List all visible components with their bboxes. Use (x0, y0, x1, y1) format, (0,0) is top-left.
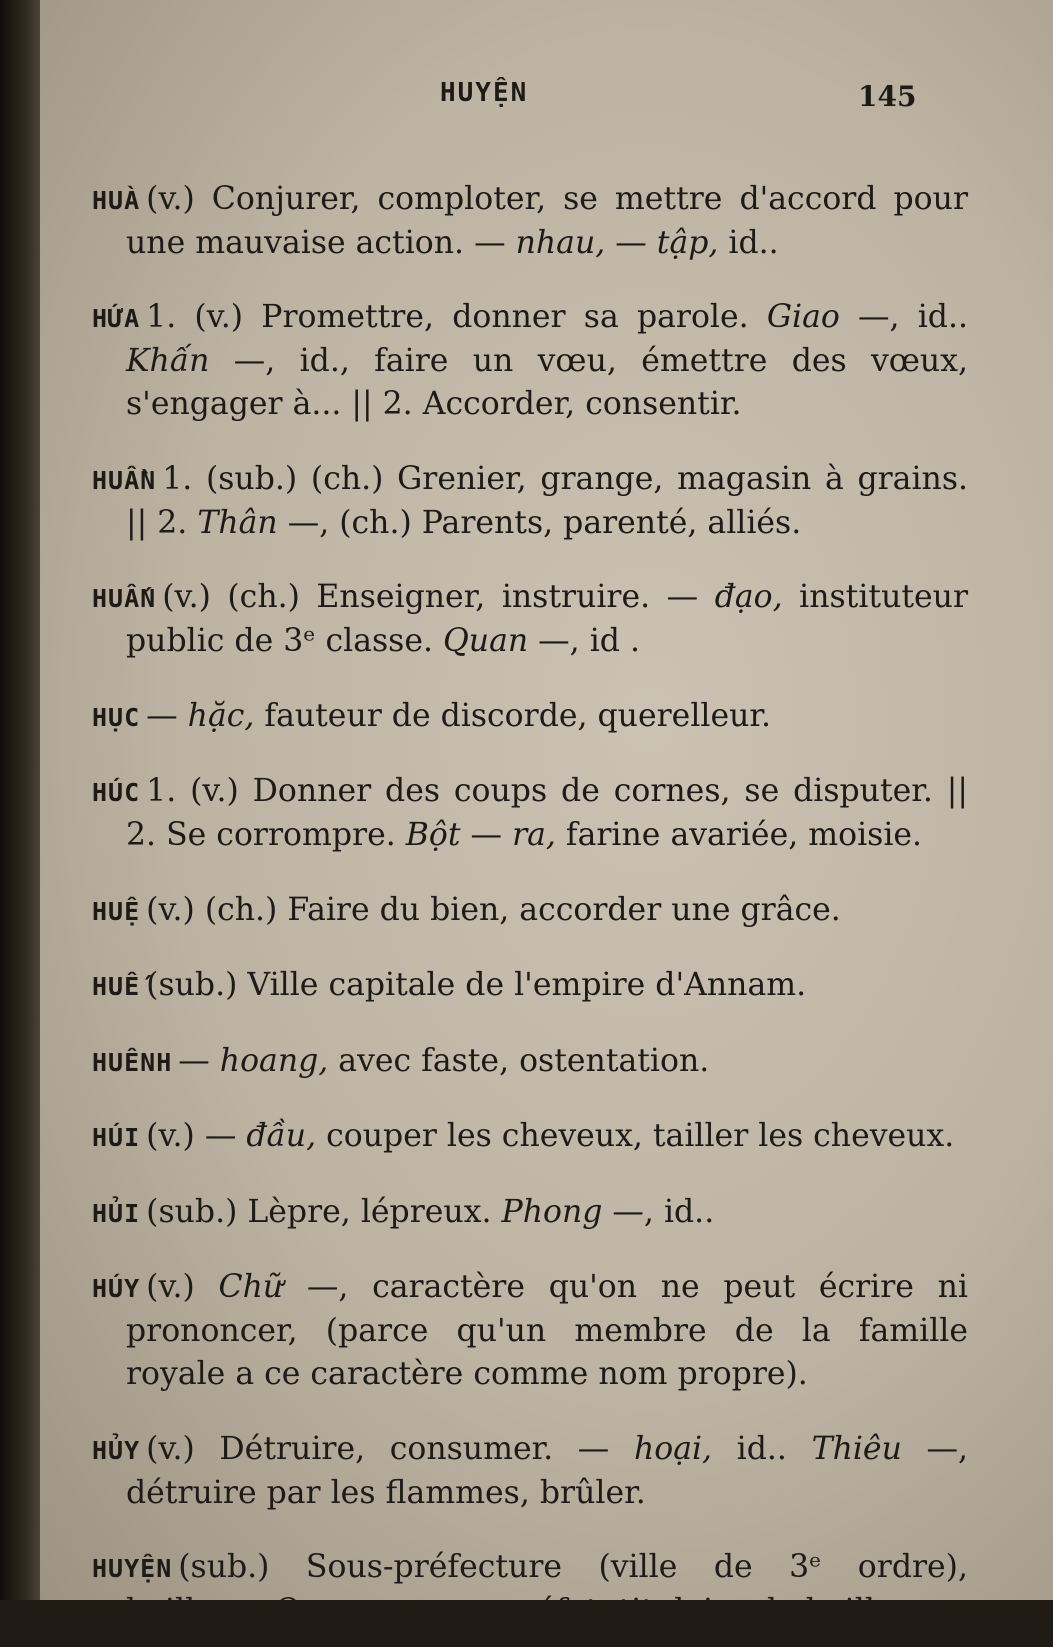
entry-definition-text: avec faste, ostentation. (328, 1042, 710, 1079)
entry-example-italic: Khấn (126, 343, 210, 379)
dictionary-entry (92, 576, 968, 663)
entry-definition-text: couper les cheveux, tailler les cheveux. (316, 1118, 955, 1154)
entry-example-italic: đầu, (246, 1118, 317, 1154)
entry-definition-text: id.. (712, 1430, 812, 1467)
entry-headword: HÚY (92, 1274, 141, 1303)
entry-definition-text: 1. (sub.) (ch.) Grenier, grange, magasin à grains. || 2. (126, 460, 968, 541)
entry-example-italic: Bột (405, 817, 461, 853)
entry-definition-text: (sub.) Sous-préfecture (ville de 3ᵉ ordre), baillage. (126, 1549, 968, 1629)
dictionary-entry (92, 178, 968, 265)
entry-definition-text: — (605, 224, 657, 261)
entry-headword: HỨA (92, 304, 141, 333)
dictionary-entry (92, 1191, 968, 1235)
entry-definition-text: id.. (718, 224, 779, 261)
entry-example-italic: hặc, (187, 697, 255, 734)
entry-definition-text: (v.) (146, 1269, 219, 1305)
entry-headword: HUỆ (92, 896, 141, 926)
entry-example-italic: Thiêu (811, 1430, 902, 1467)
entry-definition-text: — (178, 1042, 220, 1079)
dictionary-entry (92, 1546, 968, 1633)
entry-definition-text: —, id.. (839, 299, 968, 335)
dictionary-entry (92, 1428, 968, 1515)
dictionary-entry (92, 458, 968, 545)
entry-definition-text: (sub.) Ville capitale de l'empire d'Annam. (146, 967, 807, 1003)
entry-headword: HỦY (92, 1435, 141, 1465)
entry-headword: HUÊNH (92, 1047, 173, 1077)
entry-definition-text: —, détruire par les flammes, brûler. (126, 1430, 969, 1511)
entry-definition-text: 1. (v.) Donner des coups de cornes, se disputer. || 2. Se corrompre. (126, 773, 968, 853)
entry-definition-text: (sub.) Lèpre, lépreux. (146, 1193, 502, 1230)
entry-headword: HUÀ (92, 185, 141, 215)
entry-definition-text: —, id.. (602, 1193, 715, 1230)
entry-headword: HUẤN (92, 584, 157, 613)
entry-headword: HỦI (92, 1198, 141, 1228)
entry-definition-text: (v.) Détruire, consumer. — (146, 1430, 634, 1467)
entry-headword: HÚC (92, 778, 141, 807)
dictionary-page (40, 0, 1053, 1629)
entry-definition-text: — (460, 817, 513, 853)
entry-example-italic: đạo, (714, 579, 783, 615)
entry-definition-text: (v.) — (146, 1118, 247, 1154)
page-number: 145 (858, 80, 917, 113)
entry-headword: HÚI (92, 1123, 141, 1152)
entry-example-italic: Quan (272, 1593, 358, 1629)
entry-example-italic: Chữ (218, 1269, 284, 1305)
entry-example-italic: nhau, (515, 224, 606, 261)
entry-definition-text: fauteur de discorde, querelleur. (254, 697, 772, 734)
entry-definition-text: —, (ch.) Parents, parenté, alliés. (277, 504, 802, 541)
entry-example-italic: hoại, (633, 1430, 713, 1467)
entry-definition-text: —, id., faire un vœu, émettre des vœux, s'engager à... || 2. Accorder, consentir. (126, 343, 968, 422)
entry-example-italic: tập, (656, 224, 719, 261)
dictionary-entry (92, 964, 968, 1008)
entry-definition-text: —, sous-préfet, titulaire de baillage. (357, 1593, 943, 1629)
entry-example-italic: ra, (512, 817, 556, 853)
dictionary-entry (92, 1040, 968, 1084)
entry-definition-text: 1. (v.) Promettre, donner sa parole. (146, 299, 767, 335)
dictionary-entry (92, 1115, 968, 1159)
dictionary-entry (92, 695, 968, 739)
entry-definition-text: —, id . (528, 623, 640, 659)
entry-definition-text: (v.) (ch.) Faire du bien, accorder une grâce. (146, 891, 841, 928)
entry-headword: HUẾ (92, 972, 141, 1001)
entry-example-italic: Giao (766, 299, 840, 335)
dictionary-entry (92, 889, 968, 933)
dictionary-entry (92, 770, 968, 857)
entry-definition-text: (v.) (ch.) Enseigner, instruire. — (162, 579, 715, 615)
entry-example-italic: Quan (442, 623, 529, 659)
entry-definition-text: (v.) Conjurer, comploter, se mettre d'accord pour une mauvaise action. — (126, 180, 968, 261)
entry-definition-text: farine avariée, moisie. (555, 817, 923, 853)
dictionary-entry (92, 1266, 968, 1396)
running-head: HUYỆN (440, 78, 529, 108)
entry-definition-text: — (146, 697, 188, 734)
entry-example-italic: hoang, (219, 1042, 329, 1079)
entry-example-italic: Phong (501, 1193, 603, 1230)
entry-list (92, 146, 968, 1647)
entry-headword: HUYỆN (92, 1554, 173, 1583)
entry-definition-text: —, caractère qu'on ne peut écrire ni prononcer, (parce qu'un membre de la famille royale a ce caractère comme nom propre). (126, 1269, 968, 1392)
entry-example-italic: Thân (197, 504, 278, 541)
entry-headword: HỤC (92, 702, 141, 732)
dictionary-entry (92, 296, 968, 426)
entry-headword: HUẦN (92, 465, 157, 495)
entry-definition-text: instituteur public de 3ᵉ classe. (126, 579, 968, 659)
